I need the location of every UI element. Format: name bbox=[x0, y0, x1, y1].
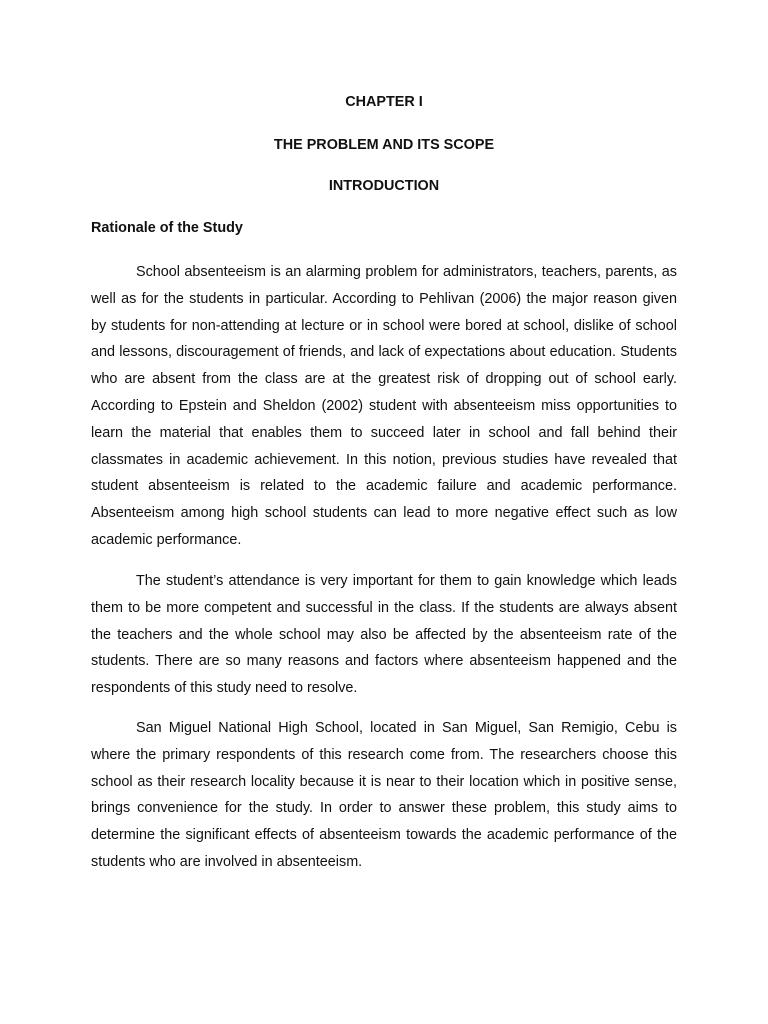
paragraph-3: San Miguel National High School, located in San Miguel, San Remigio, Cebu is where the primary respondents of this research come from. The researchers choose this school as their research locality because it is near to their location which in positive sense, brings convenience for the study. In order to answer these problem, this study aims to determine the significant effects of absenteeism towards the academic performance of the students who are involved in absenteeism. bbox=[91, 720, 677, 870]
subsection-heading: Rationale of the Study bbox=[91, 220, 243, 236]
section-heading: INTRODUCTION bbox=[328, 178, 440, 194]
chapter-heading: CHAPTER I bbox=[345, 94, 423, 110]
chapter-title: THE PROBLEM AND ITS SCOPE bbox=[273, 137, 495, 153]
paragraph-2: The student’s attendance is very important for them to gain knowledge which leads them to be more competent and successful in the class. If the students are always absent the teachers and the whole school may also be affected by the absenteeism rate of the students. There are so many reasons and factors where absenteeism happened and the respondents of this study need to resolve. bbox=[91, 573, 677, 697]
paragraph-1: School absenteeism is an alarming problem for administrators, teachers, parents, as well as for the students in particular. According to Pehlivan (2006) the major reason given by students for non-attending at lecture or in school were bored at school, dislike of school and lessons, discouragement of friends, and lack of expectations about education. Students who are absent from the class are at the greatest risk of dropping out of school early. According to Epstein and Sheldon (2002) student with absenteeism miss opportunities to learn the material that enables them to succeed later in school and fall behind their classmates in academic achievement. In this notion, previous studies have revealed that student absenteeism is related to the academic failure and academic performance. Absenteeism among high school students can lead to more negative effect such as low academic performance. bbox=[91, 264, 677, 548]
